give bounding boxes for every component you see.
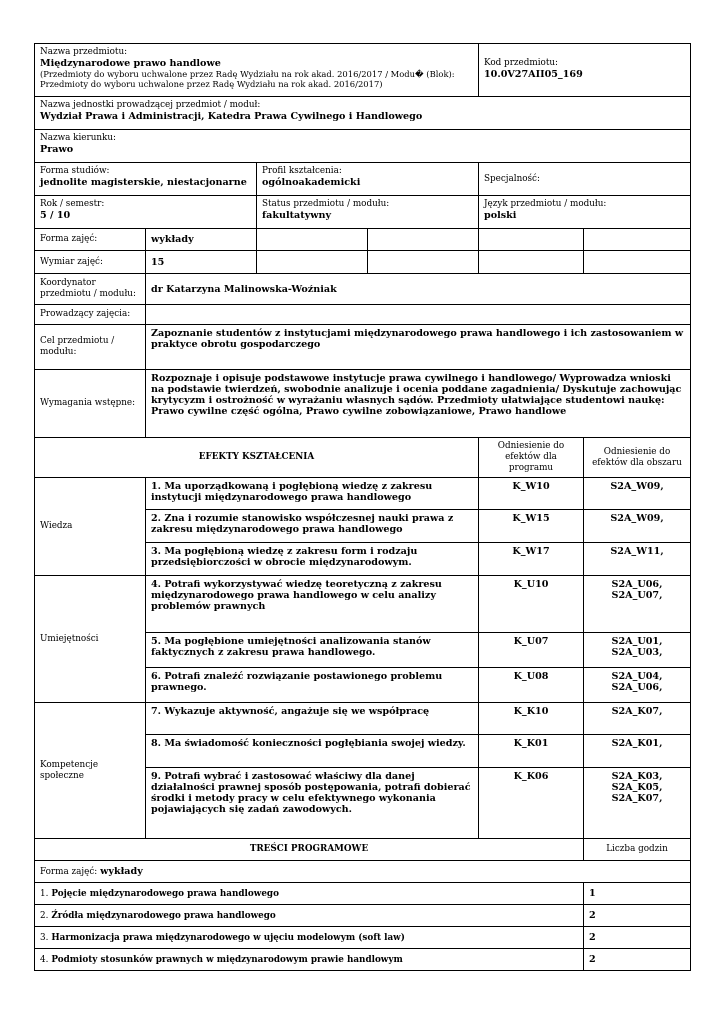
outcome-area-ref: S2A_U01, S2A_U03, bbox=[584, 633, 691, 668]
topic-row bbox=[35, 949, 691, 971]
year-label: Rok / semestr: bbox=[40, 199, 105, 209]
outcome-text: 2. Zna i rozumie stanowisko współczesnej nauki prawa z zakresu międzynarodowego prawa handlowego bbox=[146, 510, 479, 543]
profile-label: Profil kształcenia: bbox=[262, 166, 342, 176]
topic-number: 2. bbox=[40, 910, 49, 921]
year-cell bbox=[35, 196, 257, 229]
empty-cell bbox=[257, 229, 368, 251]
outcome-text: 4. Potrafi wykorzystywać wiedzę teoretyczną z zakresu międzynarodowego prawa handlowego w celu analizy problemów prawnych bbox=[146, 576, 479, 633]
topic-title: Pojęcie międzynarodowego prawa handlowego bbox=[51, 888, 279, 899]
subject-name: Międzynarodowe prawo handlowe bbox=[40, 58, 221, 69]
outcome-text: 6. Potrafi znaleźć rozwiązanie postawionego problemu prawnego. bbox=[146, 668, 479, 703]
unit-label: Nazwa jednostki prowadzącej przedmiot / moduł: bbox=[40, 100, 261, 110]
empty-cell bbox=[368, 229, 479, 251]
outcome-text: 7. Wykazuje aktywność, angażuje się we współpracę bbox=[146, 703, 479, 735]
study-form-label: Forma studiów: bbox=[40, 166, 110, 176]
status-label: Status przedmiotu / modułu: bbox=[262, 199, 390, 209]
program-form-value: wykłady bbox=[100, 865, 143, 877]
empty-cell bbox=[479, 251, 584, 274]
outcome-area-ref: S2A_U04, S2A_U06, bbox=[584, 668, 691, 703]
goal-label: Cel przedmiotu / modułu: bbox=[35, 325, 146, 370]
outcome-area-ref: S2A_K01, bbox=[584, 735, 691, 768]
program-title: TREŚCI PROGRAMOWE bbox=[35, 839, 584, 861]
topic-hours: 1 bbox=[584, 883, 691, 905]
outcomes-col-program: Odniesienie do efektów dla programu bbox=[479, 438, 584, 478]
topic-hours: 2 bbox=[584, 949, 691, 971]
topic-hours: 2 bbox=[584, 927, 691, 949]
outcome-area-ref: S2A_U06, S2A_U07, bbox=[584, 576, 691, 633]
field-cell bbox=[35, 130, 691, 163]
outcome-area-ref: S2A_K07, bbox=[584, 703, 691, 735]
outcome-program-ref: K_K01 bbox=[479, 735, 584, 768]
language-value: polski bbox=[484, 210, 517, 221]
outcome-program-ref: K_W10 bbox=[479, 478, 584, 510]
outcomes-title: EFEKTY KSZTAŁCENIA bbox=[35, 438, 479, 478]
topic-cell bbox=[35, 905, 584, 927]
lecturer-value bbox=[146, 305, 691, 325]
topic-cell bbox=[35, 949, 584, 971]
outcome-group-skills: Umiejętności bbox=[35, 576, 146, 703]
year-value: 5 / 10 bbox=[40, 210, 71, 221]
topic-title: Harmonizacja prawa międzynarodowego w ujęciu modelowym (soft law) bbox=[51, 932, 405, 943]
topic-number: 4. bbox=[40, 954, 49, 965]
program-form-cell bbox=[35, 861, 691, 883]
topic-title: Źródła międzynarodowego prawa handlowego bbox=[51, 910, 276, 921]
subject-note: (Przedmioty do wyboru uchwalone przez Radę Wydziału na rok akad. 2016/2017 / Modu� (Blok): Przedmioty do wyboru uchwalone przez Radę Wydziału na rok akad. 2016/2017) bbox=[40, 69, 455, 89]
code-cell bbox=[479, 44, 691, 97]
empty-cell bbox=[368, 251, 479, 274]
unit-name: Wydział Prawa i Administracji, Katedra Prawa Cywilnego i Handlowego bbox=[40, 111, 423, 122]
study-form-cell bbox=[35, 163, 257, 196]
outcome-text: 9. Potrafi wybrać i zastosować właściwy dla danej działalności prawnej sposób postępowania, potrafi dobierać środki i metody pracy w celu efektywnego wykonania pojawiających się zadań zawodowych. bbox=[146, 768, 479, 839]
topic-number: 3. bbox=[40, 932, 49, 943]
topic-row bbox=[35, 883, 691, 905]
outcome-text: 8. Ma świadomość konieczności pogłębiania swojej wiedzy. bbox=[146, 735, 479, 768]
outcome-text: 3. Ma pogłębioną wiedzę z zakresu form i rodzaju przedsiębiorczości w obrocie międzynarodowym. bbox=[146, 543, 479, 576]
topic-cell bbox=[35, 883, 584, 905]
coordinator-value: dr Katarzyna Malinowska-Woźniak bbox=[146, 274, 691, 305]
outcome-program-ref: K_U07 bbox=[479, 633, 584, 668]
field-label: Nazwa kierunku: bbox=[40, 133, 116, 143]
outcome-area-ref: S2A_W11, bbox=[584, 543, 691, 576]
empty-cell bbox=[584, 229, 691, 251]
unit-cell bbox=[35, 97, 691, 130]
subject-label: Nazwa przedmiotu: bbox=[40, 47, 128, 57]
topic-cell bbox=[35, 927, 584, 949]
outcome-row bbox=[35, 576, 691, 633]
status-cell bbox=[257, 196, 479, 229]
empty-cell bbox=[584, 251, 691, 274]
outcome-text: 5. Ma pogłębione umiejętności analizowania stanów faktycznych z zakresu prawa handlowego. bbox=[146, 633, 479, 668]
language-cell bbox=[479, 196, 691, 229]
outcomes-col-area: Odniesienie do efektów dla obszaru bbox=[584, 438, 691, 478]
profile-value: ogólnoakademicki bbox=[262, 177, 361, 188]
specialty-cell bbox=[479, 163, 691, 196]
outcome-program-ref: K_K10 bbox=[479, 703, 584, 735]
requirements-value: Rozpoznaje i opisuje podstawowe instytucje prawa cywilnego i handlowego/ Wyprowadza wnioski na podstawie twierdzeń, swobodnie analizuje i ocenia poddane zagadnienia/ Dyskutuje zachowując krytycyzm i ostrożność w wyrażaniu własnych sądów. Przedmioty ułatwiające studentowi naukę: Prawo cywilne część ogólna, Prawo cywilne zobowiązaniowe, Prawo handlowe bbox=[146, 370, 691, 438]
outcome-text: 1. Ma uporządkowaną i pogłębioną wiedzę z zakresu instytucji międzynarodowego prawa handlowego bbox=[146, 478, 479, 510]
outcome-area-ref: S2A_W09, bbox=[584, 510, 691, 543]
syllabus-form bbox=[34, 43, 690, 971]
outcome-program-ref: K_U10 bbox=[479, 576, 584, 633]
outcome-area-ref: S2A_W09, bbox=[584, 478, 691, 510]
outcome-program-ref: K_W15 bbox=[479, 510, 584, 543]
goal-value: Zapoznanie studentów z instytucjami międzynarodowego prawa handlowego i ich zastosowaniem w praktyce obrotu gospodarczego bbox=[146, 325, 691, 370]
study-form-value: jednolite magisterskie, niestacjonarne bbox=[40, 177, 247, 188]
program-form-label: Forma zajęć: bbox=[40, 866, 98, 877]
coordinator-label: Koordynator przedmiotu / modułu: bbox=[35, 274, 146, 305]
outcome-row bbox=[35, 478, 691, 510]
empty-cell bbox=[257, 251, 368, 274]
field-name: Prawo bbox=[40, 144, 74, 155]
outcome-row bbox=[35, 703, 691, 735]
profile-cell bbox=[257, 163, 479, 196]
outcome-group-social: Kompetencje społeczne bbox=[35, 703, 146, 839]
outcome-program-ref: K_U08 bbox=[479, 668, 584, 703]
lecturer-label: Prowadzący zajęcia: bbox=[35, 305, 146, 325]
specialty-label: Specjalność: bbox=[484, 173, 540, 184]
hours-value: 15 bbox=[146, 251, 257, 274]
outcome-program-ref: K_K06 bbox=[479, 768, 584, 839]
classes-label: Forma zajęć: bbox=[35, 229, 146, 251]
topic-row bbox=[35, 905, 691, 927]
topic-title: Podmioty stosunków prawnych w międzynarodowym prawie handlowym bbox=[51, 954, 403, 965]
outcome-program-ref: K_W17 bbox=[479, 543, 584, 576]
topic-hours: 2 bbox=[584, 905, 691, 927]
subject-cell bbox=[35, 44, 479, 97]
topic-row bbox=[35, 927, 691, 949]
syllabus-table bbox=[34, 43, 691, 971]
outcome-area-ref: S2A_K03, S2A_K05, S2A_K07, bbox=[584, 768, 691, 839]
program-hours-col: Liczba godzin bbox=[584, 839, 691, 861]
status-value: fakultatywny bbox=[262, 210, 332, 221]
outcome-group-knowledge: Wiedza bbox=[35, 478, 146, 576]
classes-value: wykłady bbox=[146, 229, 257, 251]
empty-cell bbox=[479, 229, 584, 251]
language-label: Język przedmiotu / modułu: bbox=[484, 199, 607, 209]
hours-label: Wymiar zajęć: bbox=[35, 251, 146, 274]
code-label: Kod przedmiotu: bbox=[484, 58, 558, 68]
subject-code: 10.0V27AII05_169 bbox=[484, 69, 583, 80]
topic-number: 1. bbox=[40, 888, 49, 899]
requirements-label: Wymagania wstępne: bbox=[35, 370, 146, 438]
